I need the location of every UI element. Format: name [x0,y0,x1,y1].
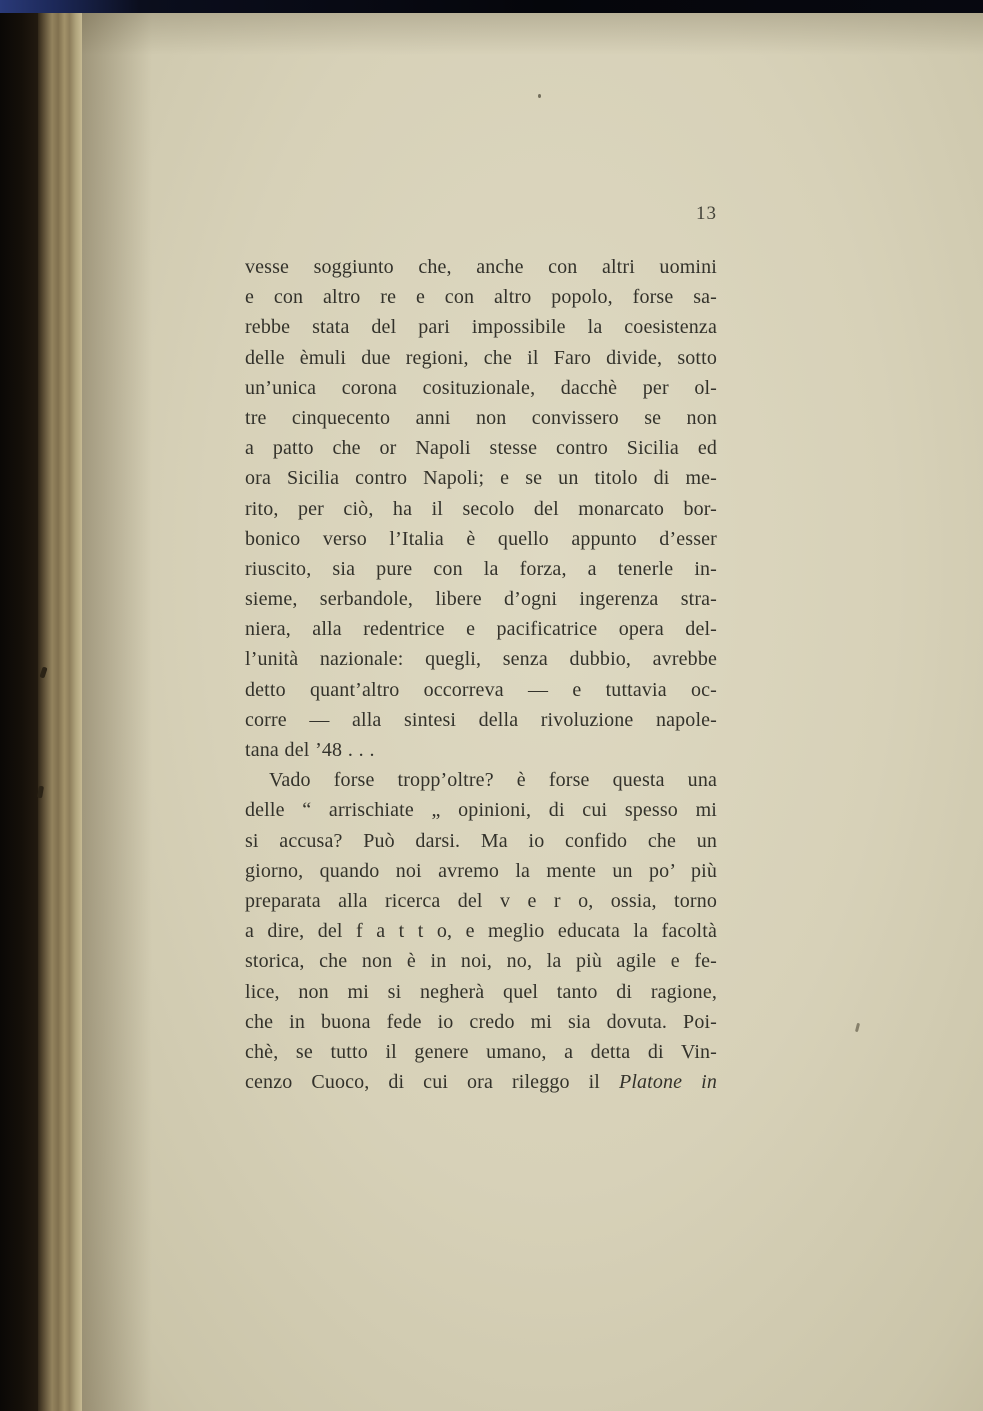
paragraph [245,765,717,1097]
text-line: ora Sicilia contro Napoli; e se un titolo di me- [245,467,717,490]
text-line: cenzo Cuoco, di cui ora rileggo il Platone in [245,1071,717,1094]
text-line: detto quant’altro occorreva — e tuttavia oc- [245,678,717,701]
text-line: Vado forse tropp’oltre? è forse questa una [269,769,717,792]
text-line: che in buona fede io credo mi sia dovuta. Poi- [245,1010,717,1033]
gutter-shadow [82,0,152,1411]
text-line: sieme, serbandole, libere d’ogni ingerenza stra- [245,588,717,611]
text-line: a patto che or Napoli stesse contro Sicilia ed [245,437,717,460]
text-line: vesse soggiunto che, anche con altri uomini [245,256,717,278]
text-line: lice, non mi si negherà quel tanto di ragione, [245,980,717,1003]
text-line: corre — alla sintesi della rivoluzione napole- [245,708,717,731]
text-line: rebbe stata del pari impossibile la coesistenza [245,316,717,339]
text-line: preparata alla ricerca del v e r o, ossia, torno [245,889,717,912]
text-line: giorno, quando noi avremo la mente un po’ più [245,859,717,882]
text-line: a dire, del f a t t o, e meglio educata la facoltà [245,920,717,943]
stacked-page-edges [38,0,82,1411]
text-line: tana del ’48 . . . [245,739,375,761]
text-line: niera, alla redentrice e pacificatrice opera del- [245,618,717,641]
text-line: rito, per ciò, ha il secolo del monarcato bor- [245,497,717,520]
text-line: bonico verso l’Italia è quello appunto d’esser [245,527,717,550]
text-line: delle “ arrischiate „ opinioni, di cui spesso mi [245,799,717,822]
text-block [245,252,717,1097]
text-line: storica, che non è in noi, no, la più agile e fe- [245,950,717,973]
text-line: riuscito, sia pure con la forza, a tenerle in- [245,557,717,580]
text-line: chè, se tutto il genere umano, a detta di Vin- [245,1040,717,1063]
book-spine [0,0,38,1411]
text-line: delle èmuli due regioni, che il Faro divide, sotto [245,346,717,369]
paragraph [245,252,717,765]
page [82,0,983,1411]
text-line: si accusa? Può darsi. Ma io confido che un [245,829,717,852]
scan-speck [538,94,541,98]
text-line: l’unità nazionale: quegli, senza dubbio, avrebbe [245,648,717,671]
scan-top-edge [0,0,983,13]
text-line: tre cinquecento anni non convissero se non [245,406,717,429]
text-line: un’unica corona cosituzionale, dacchè per ol- [245,376,717,399]
page-number: 13 [696,203,717,224]
text-line: e con altro re e con altro popolo, forse sa- [245,286,717,309]
